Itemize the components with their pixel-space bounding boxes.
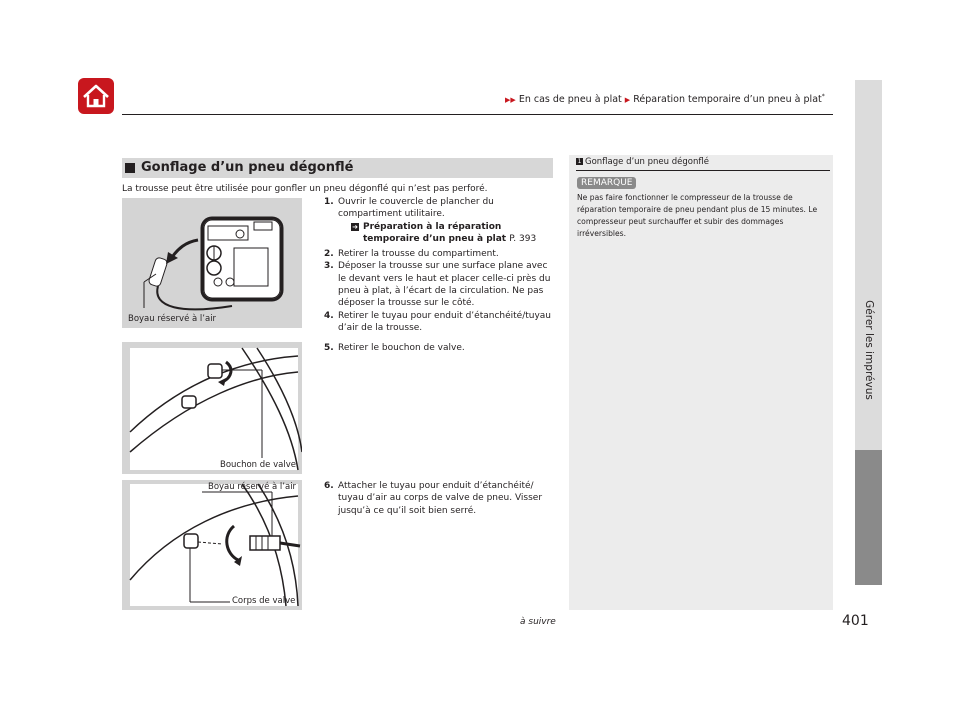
continued-label: à suivre	[520, 617, 556, 627]
figure-valve-stem	[122, 480, 302, 610]
step-text: Retirer la trousse du compartiment.	[338, 249, 499, 260]
note-number-icon: 1	[577, 158, 582, 165]
steps-group-2	[324, 342, 556, 354]
valve-cap-illustration	[122, 342, 302, 474]
reference-text: Préparation à la réparation temporaire d’un pneu à plat	[363, 221, 507, 244]
step-2	[324, 248, 556, 260]
section-square-icon	[125, 163, 135, 173]
side-tab-marker[interactable]	[855, 450, 882, 585]
breadcrumb-arrow-icon: ▶▶	[505, 96, 516, 105]
breadcrumb-part2[interactable]: Réparation temporaire d’un pneu à plat	[633, 94, 822, 106]
breadcrumb-part1[interactable]: En cas de pneu à plat	[518, 94, 622, 106]
section-title: Gonflage d’un pneu dégonflé	[141, 160, 354, 175]
figure-valve-cap	[122, 342, 302, 474]
step-number: 5.	[324, 343, 334, 353]
step-6	[324, 480, 556, 517]
reference-arrow-icon: ➜	[352, 222, 358, 231]
step-5	[324, 342, 556, 354]
page-number: 401	[842, 613, 869, 629]
breadcrumb-marker: *	[821, 93, 825, 100]
step-number: 4.	[324, 310, 334, 321]
figure-label-valve-stem: Corps de valve	[232, 596, 296, 606]
note-rule	[576, 170, 830, 171]
steps-group-1	[324, 196, 556, 334]
note-title	[576, 157, 709, 167]
step-1	[324, 196, 556, 221]
step-3	[324, 260, 556, 309]
steps-group-3	[324, 480, 556, 517]
header-rule	[122, 114, 833, 115]
step-number: 3.	[324, 261, 334, 272]
figure-label-air-hose: Boyau réservé à l’air	[128, 314, 217, 324]
step-number: 2.	[324, 249, 334, 260]
breadcrumb-arrow-icon: ▶	[624, 96, 631, 105]
figure-label-air-hose-2: Boyau réservé à l’air	[208, 482, 297, 492]
repair-kit-illustration	[122, 198, 302, 328]
valve-stem-illustration	[122, 480, 302, 610]
step-4	[324, 310, 556, 335]
reference-page: P. 393	[509, 233, 537, 244]
step-text: Déposer la trousse sur une surface plane avec le devant vers le haut et placer celle-ci près du pneu à plat, à l’écart de la circulation. Ne pas déposer la trousse sur le côté.	[338, 261, 551, 309]
figure-repair-kit	[122, 198, 302, 328]
step-1-reference[interactable]	[324, 221, 556, 246]
note-title-text: Gonflage d’un pneu dégonflé	[585, 157, 709, 167]
breadcrumb	[505, 93, 825, 105]
step-text: Retirer le bouchon de valve.	[338, 343, 465, 353]
note-body: Ne pas faire fonctionner le compresseur de la trousse de réparation temporaire de pneu pendant plus de 15 minutes. Le compresseur peut surchauffer et subir des dommages irréversibles.	[577, 193, 818, 238]
intro-text: La trousse peut être utilisée pour gonfler un pneu dégonflé qui n’est pas perforé.	[122, 184, 488, 194]
figure-label-valve-cap: Bouchon de valve	[220, 460, 296, 470]
section-heading	[122, 158, 553, 178]
step-text: Attacher le tuyau pour enduit d’étanchéité/ tuyau d’air au corps de valve de pneu. Visser jusqu’à ce qu’il soit bien serré.	[338, 481, 543, 516]
step-text: Retirer le tuyau pour enduit d’étanchéité/tuyau d’air de la trousse.	[338, 310, 552, 333]
step-number: 1.	[324, 197, 334, 207]
home-icon	[78, 78, 114, 114]
step-text: Ouvrir le couvercle de plancher du compartiment utilitaire.	[338, 197, 494, 220]
step-number: 6.	[324, 481, 334, 491]
notice-badge: REMARQUE	[577, 177, 636, 189]
side-tab-label-text: Gérer les imprévus	[862, 300, 875, 400]
reference-link[interactable]	[351, 221, 556, 246]
home-button[interactable]	[78, 78, 114, 114]
